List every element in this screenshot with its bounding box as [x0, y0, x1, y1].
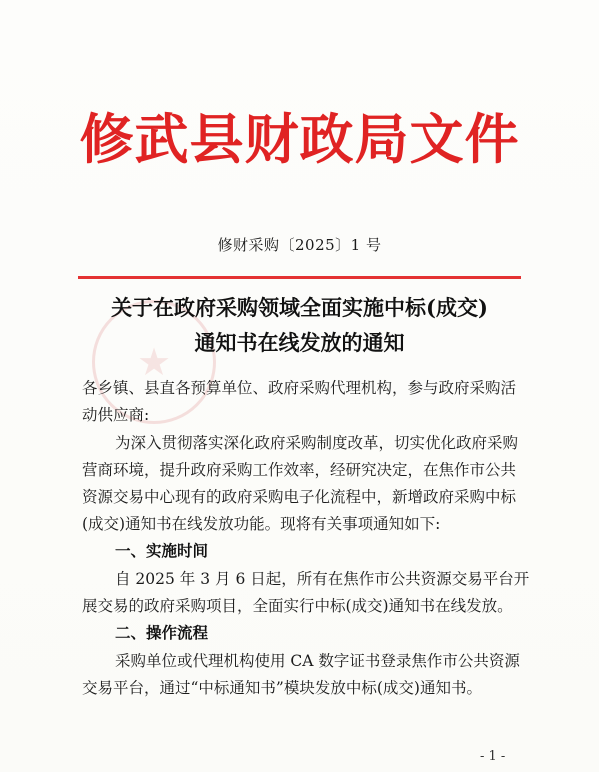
seal-star-icon: ★: [136, 340, 172, 384]
section-heading-implementation-time: 一、实施时间: [115, 542, 209, 560]
intro-line-3: 资源交易中心现有的政府采购电子化流程中，新增政府采购中标: [82, 488, 517, 506]
section-heading-operation-process: 二、操作流程: [115, 624, 209, 642]
section1-line-2: 展交易的政府采购项目，全面实行中标(成交)通知书在线发放。: [82, 597, 513, 615]
page-number: - 1 -: [480, 749, 506, 764]
intro-line-4: (成交)通知书在线发放功能。现将有关事项通知如下:: [82, 515, 441, 533]
document-number: 修财采购〔2025〕1 号: [217, 236, 382, 254]
recipients-line-1: 各乡镇、县直各预算单位、政府采购代理机构，参与政府采购活: [82, 379, 517, 397]
section1-line-1: 自 2025 年 3 月 6 日起，所有在焦作市公共资源交易平台开: [115, 570, 530, 588]
section2-line-2: 交易平台，通过“中标通知书”模块发放中标(成交)通知书。: [82, 679, 482, 697]
notice-title-line-2: 通知书在线发放的通知: [194, 330, 405, 355]
intro-line-1: 为深入贯彻落实深化政府采购制度改革，切实优化政府采购: [115, 434, 519, 452]
recipients-line-2: 动供应商:: [82, 406, 150, 424]
document-header-title: 修武县财政局文件: [79, 107, 520, 171]
intro-line-2: 营商环境，提升政府采购工作效率，经研究决定，在焦作市公共: [82, 461, 517, 479]
notice-title-line-1: 关于在政府采购领域全面实施中标(成交): [111, 295, 488, 320]
header-divider: [78, 276, 521, 279]
section2-line-1: 采购单位或代理机构使用 CA 数字证书登录焦作市公共资源: [115, 652, 520, 670]
